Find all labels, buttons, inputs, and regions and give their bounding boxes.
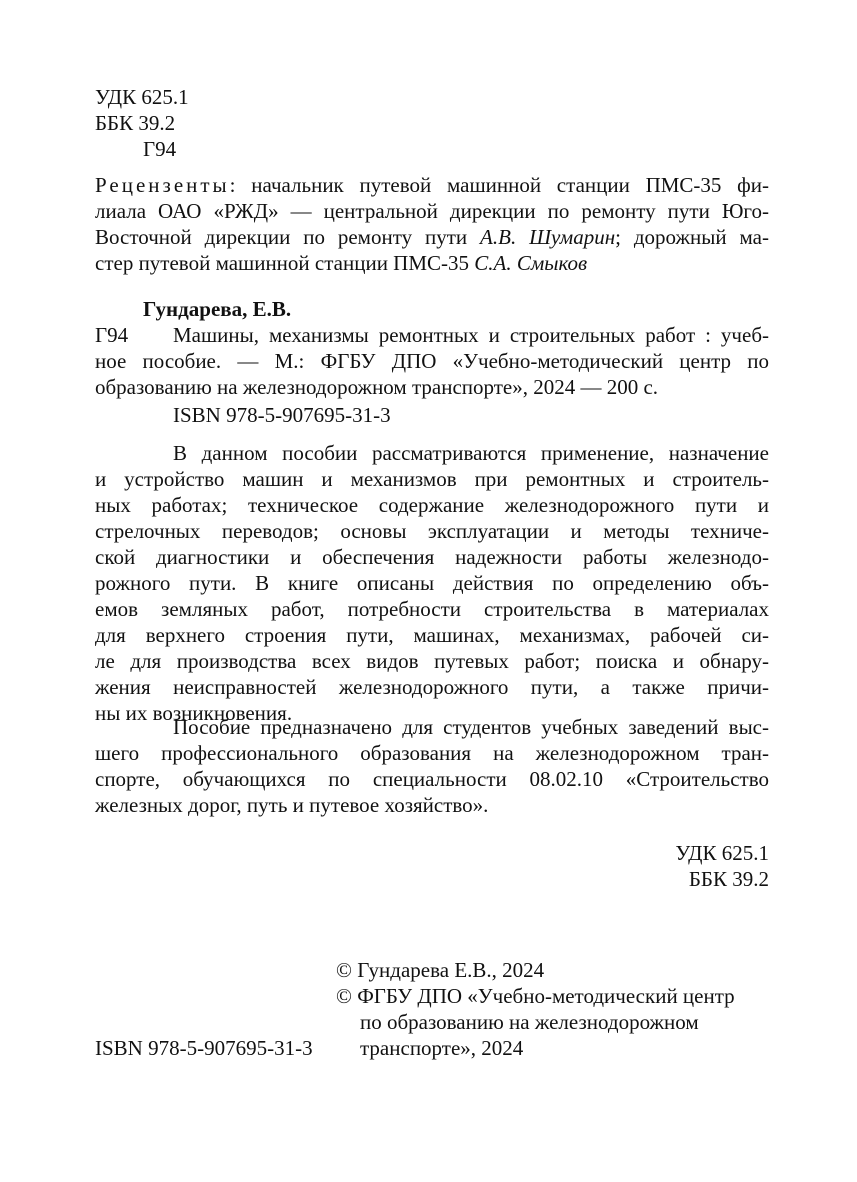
book-isbn: ISBN 978-5-907695-31-3	[173, 403, 391, 427]
reviewers-text: ; дорожный ма-	[615, 225, 769, 249]
book-description-line: ное пособие. — М.: ФГБУ ДПО «Учебно-методический центр по	[95, 349, 769, 373]
footer-bbk-code: ББК 39.2	[688, 867, 769, 891]
reviewers-block	[95, 172, 769, 276]
bbk-code: ББК 39.2	[95, 111, 176, 135]
abstract-line: ных работах; техническое содержание железнодорожного пути и	[95, 493, 769, 517]
abstract-line: ны их возникновения.	[95, 701, 293, 725]
abstract-line: Пособие предназначено для студентов учебных заведений выс-	[173, 715, 769, 739]
abstract-line: ле для производства всех видов путевых работ; поиска и обнару-	[95, 649, 769, 673]
reviewer-name: А.В. Шумарин	[480, 225, 616, 249]
abstract-paragraph-2	[95, 714, 769, 818]
reviewers-text: стер путевой машинной станции ПМС-35	[95, 251, 475, 275]
reviewers-line	[95, 250, 769, 276]
book-description	[173, 322, 769, 348]
abstract-line: шего профессионального образования на железнодорожном тран-	[95, 741, 769, 765]
reviewers-label: Рецензенты	[95, 173, 230, 197]
abstract-line: спорте, обучающихся по специальности 08.02.10 «Строительство	[95, 767, 769, 791]
footer-udk-code: УДК 625.1	[675, 841, 769, 865]
abstract-line: рожного пути. В книге описаны действия по определению объ-	[95, 571, 769, 595]
book-author-mark: Г94	[95, 323, 129, 347]
udk-code: УДК 625.1	[95, 85, 189, 109]
abstract-line: стрелочных переводов; основы эксплуатации и методы техниче-	[95, 519, 769, 543]
abstract-line: жения неисправностей железнодорожного пути, а также причи-	[95, 675, 769, 699]
copyright-publisher-cont: по образованию на железнодорожном	[360, 1010, 699, 1034]
abstract-paragraph-1	[95, 440, 769, 726]
book-description-line: образованию на железнодорожном транспорте», 2024 — 200 с.	[95, 375, 659, 399]
book-description-line: Машины, механизмы ремонтных и строительных работ : учеб-	[173, 323, 769, 347]
isbn-bottom: ISBN 978-5-907695-31-3	[95, 1036, 313, 1060]
abstract-line: и устройство машин и механизмов при ремонтных и строитель-	[95, 467, 769, 491]
reviewer-name: С.А. Смыков	[474, 251, 588, 275]
reviewers-text: Восточной дирекции по ремонту пути	[95, 225, 481, 249]
reviewers-line	[95, 198, 769, 224]
author-mark: Г94	[143, 137, 177, 161]
copyright-author: © Гундарева Е.В., 2024	[336, 958, 545, 982]
copyright-publisher: © ФГБУ ДПО «Учебно-методический центр	[336, 984, 735, 1008]
abstract-line: емов земляных работ, потребности строительства в материалах	[95, 597, 769, 621]
abstract-line: для верхнего строения пути, машинах, механизмах, рабочей си-	[95, 623, 769, 647]
reviewers-line	[95, 224, 769, 250]
reviewers-text: лиала ОАО «РЖД» — центральной дирекции по ремонту пути Юго-	[95, 199, 769, 223]
reviewers-line	[95, 172, 769, 198]
reviewers-text: : начальник путевой машинной станции ПМС-35 фи-	[229, 173, 769, 197]
copyright-publisher-cont: транспорте», 2024	[360, 1036, 524, 1060]
abstract-line: железных дорог, путь и путевое хозяйство».	[95, 793, 489, 817]
abstract-line: ской диагностики и обеспечения надежности работы железнодо-	[95, 545, 769, 569]
abstract-line: В данном пособии рассматриваются применение, назначение	[173, 441, 769, 465]
book-author: Гундарева, Е.В.	[143, 297, 292, 321]
book-description-cont	[95, 348, 769, 400]
